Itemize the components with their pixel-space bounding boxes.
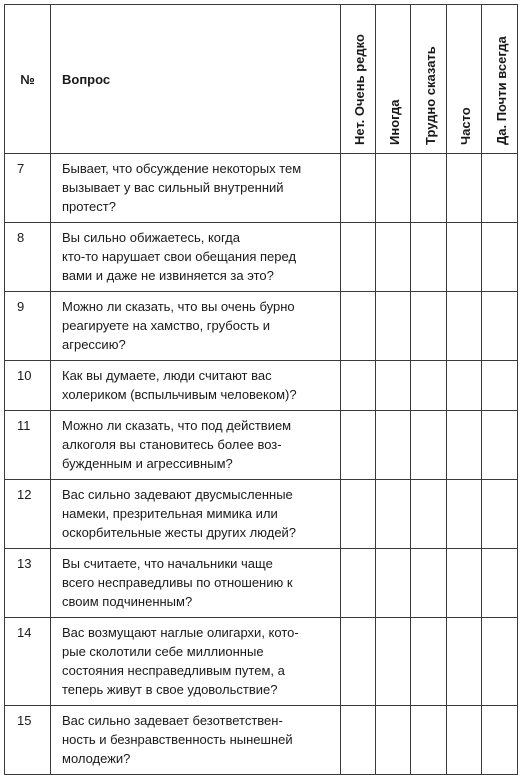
answer-cell-hard-to-say[interactable]: [411, 411, 447, 480]
question-text-line: рые сколотили себе миллионные: [62, 644, 264, 659]
question-text-line: Можно ли сказать, что под действием: [62, 418, 292, 433]
question-number: 11: [5, 411, 51, 480]
answer-cell-always[interactable]: [482, 223, 518, 292]
column-header-option-never: [341, 5, 376, 154]
question-text: [51, 154, 341, 223]
answer-cell-hard-to-say[interactable]: [411, 480, 447, 549]
question-text: [51, 361, 341, 411]
question-text-line: Как вы думаете, люди считают вас: [62, 368, 272, 383]
answer-cell-hard-to-say[interactable]: [411, 549, 447, 618]
question-text: [51, 549, 341, 618]
question-text: [51, 706, 341, 775]
answer-cell-always[interactable]: [482, 706, 518, 775]
question-text-line: вызывает у вас сильный внутренний: [62, 180, 284, 195]
answer-cell-often[interactable]: [447, 480, 482, 549]
option-label-never: Нет. Очень редко: [352, 34, 367, 145]
question-text-line: кто-то нарушает свои обещания перед: [62, 249, 297, 264]
question-number: 10: [5, 361, 51, 411]
question-text-line: теперь живут в свое удовольствие?: [62, 682, 278, 697]
question-text-line: Вас возмущают наглые олигархи, кото-: [62, 625, 299, 640]
question-text-line: Можно ли сказать, что вы очень бурно: [62, 299, 295, 314]
answer-cell-never[interactable]: [341, 154, 376, 223]
answer-cell-sometimes[interactable]: [376, 361, 411, 411]
answer-cell-often[interactable]: [447, 549, 482, 618]
table-row: [5, 223, 518, 292]
answer-cell-often[interactable]: [447, 706, 482, 775]
questionnaire-table: [4, 4, 518, 775]
answer-cell-often[interactable]: [447, 292, 482, 361]
answer-cell-sometimes[interactable]: [376, 154, 411, 223]
answer-cell-often[interactable]: [447, 223, 482, 292]
answer-cell-always[interactable]: [482, 154, 518, 223]
question-text-line: состояния несправедливым путем, а: [62, 663, 285, 678]
column-header-number: №: [5, 5, 51, 154]
answer-cell-hard-to-say[interactable]: [411, 706, 447, 775]
answer-cell-sometimes[interactable]: [376, 618, 411, 706]
table-row: [5, 411, 518, 480]
answer-cell-never[interactable]: [341, 549, 376, 618]
question-text-line: Вы сильно обижаетесь, когда: [62, 230, 241, 245]
answer-cell-hard-to-say[interactable]: [411, 223, 447, 292]
question-text-line: холериком (вспыльчивым человеком)?: [62, 387, 297, 402]
question-text-line: Вас сильно задевает безответствен-: [62, 713, 283, 728]
answer-cell-never[interactable]: [341, 618, 376, 706]
answer-cell-never[interactable]: [341, 706, 376, 775]
question-number: 9: [5, 292, 51, 361]
question-number: 12: [5, 480, 51, 549]
question-text-line: всего несправедливы по отношению к: [62, 575, 293, 590]
column-header-option-hard-to-say: [411, 5, 447, 154]
option-label-often: Часто: [458, 107, 473, 145]
option-label-always: Да. Почти всегда: [493, 36, 509, 145]
answer-cell-sometimes[interactable]: [376, 292, 411, 361]
question-number: 13: [5, 549, 51, 618]
answer-cell-often[interactable]: [447, 411, 482, 480]
answer-cell-never[interactable]: [341, 292, 376, 361]
question-text-line: Бывает, что обсуждение некоторых тем: [62, 161, 302, 176]
question-text-line: Вас сильно задевают двусмысленные: [62, 487, 293, 502]
column-header-question: Вопрос: [51, 5, 341, 154]
answer-cell-always[interactable]: [482, 361, 518, 411]
question-text-line: протест?: [62, 199, 116, 214]
question-text: [51, 411, 341, 480]
column-header-option-always: [482, 5, 518, 154]
question-text-line: бужденным и агрессивным?: [62, 456, 233, 471]
table-row: [5, 549, 518, 618]
answer-cell-sometimes[interactable]: [376, 223, 411, 292]
question-rows: [5, 154, 518, 775]
table-row: [5, 154, 518, 223]
question-text-line: Вы считаете, что начальники чаще: [62, 556, 273, 571]
answer-cell-sometimes[interactable]: [376, 706, 411, 775]
question-number: 7: [5, 154, 51, 223]
question-number: 14: [5, 618, 51, 706]
answer-cell-often[interactable]: [447, 618, 482, 706]
table-row: [5, 706, 518, 775]
answer-cell-sometimes[interactable]: [376, 480, 411, 549]
answer-cell-hard-to-say[interactable]: [411, 361, 447, 411]
answer-cell-often[interactable]: [447, 361, 482, 411]
question-text-line: молодежи?: [62, 751, 131, 766]
table-row: [5, 361, 518, 411]
answer-cell-always[interactable]: [482, 549, 518, 618]
question-text-line: своим подчиненным?: [62, 594, 193, 609]
column-header-option-sometimes: [376, 5, 411, 154]
question-text: [51, 292, 341, 361]
question-text: [51, 480, 341, 549]
answer-cell-always[interactable]: [482, 480, 518, 549]
option-label-hard-to-say: Трудно сказать: [422, 46, 438, 145]
answer-cell-always[interactable]: [482, 292, 518, 361]
question-number: 15: [5, 706, 51, 775]
answer-cell-hard-to-say[interactable]: [411, 154, 447, 223]
question-text-line: вами и даже не извиняется за это?: [62, 268, 274, 283]
question-text-line: оскорбительные жесты других людей?: [62, 525, 297, 540]
answer-cell-never[interactable]: [341, 480, 376, 549]
question-text-line: ность и безнравственность нынешней: [62, 732, 293, 747]
answer-cell-sometimes[interactable]: [376, 411, 411, 480]
answer-cell-hard-to-say[interactable]: [411, 618, 447, 706]
question-text-line: алкоголя вы становитесь более воз-: [62, 437, 282, 452]
option-label-sometimes: Иногда: [387, 99, 402, 145]
table-row: [5, 292, 518, 361]
header-row: [5, 5, 518, 154]
column-header-option-often: [447, 5, 482, 154]
answer-cell-never[interactable]: [341, 223, 376, 292]
answer-cell-never[interactable]: [341, 411, 376, 480]
answer-cell-always[interactable]: [482, 618, 518, 706]
answer-cell-hard-to-say[interactable]: [411, 292, 447, 361]
answer-cell-sometimes[interactable]: [376, 549, 411, 618]
table-row: [5, 618, 518, 706]
question-text-line: намеки, презрительная мимика или: [62, 506, 278, 521]
question-text-line: реагируете на хамство, грубость и: [62, 318, 271, 333]
question-number: 8: [5, 223, 51, 292]
answer-cell-often[interactable]: [447, 154, 482, 223]
table-row: [5, 480, 518, 549]
question-text-line: агрессию?: [62, 337, 126, 352]
question-text: [51, 223, 341, 292]
question-text: [51, 618, 341, 706]
answer-cell-never[interactable]: [341, 361, 376, 411]
answer-cell-always[interactable]: [482, 411, 518, 480]
